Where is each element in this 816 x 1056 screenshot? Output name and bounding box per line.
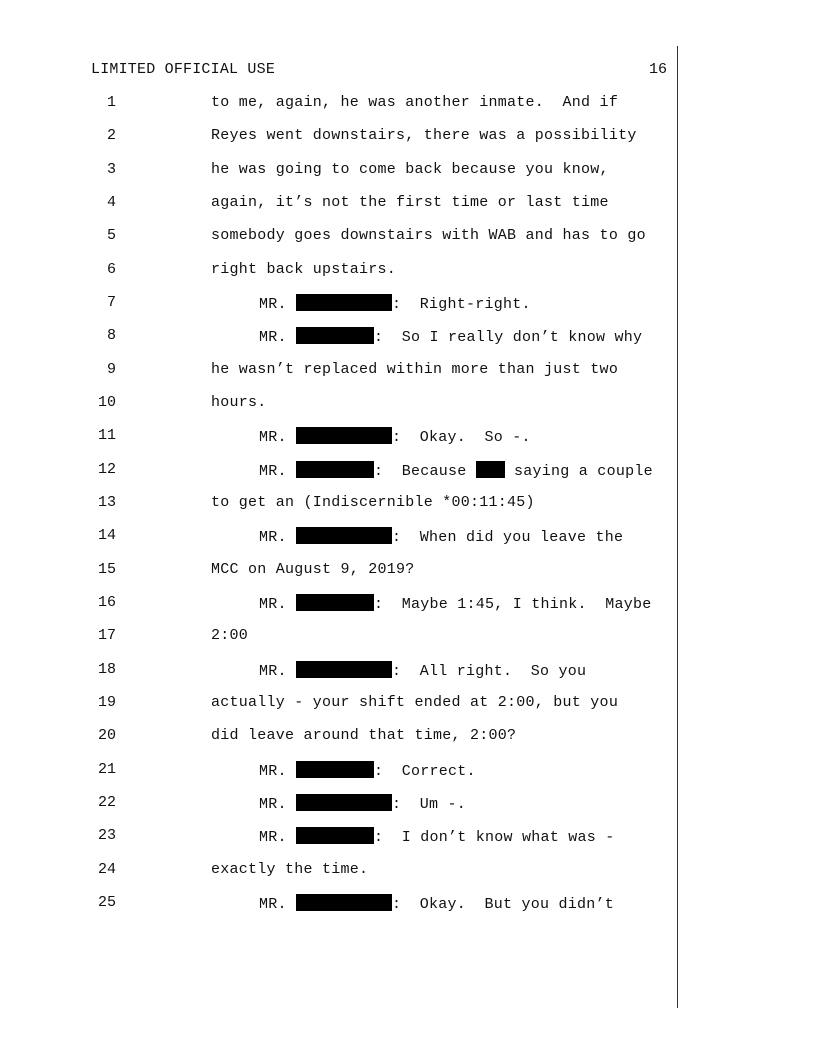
redaction-box bbox=[296, 327, 374, 344]
line-text bbox=[211, 394, 267, 411]
text-segment: MR. bbox=[259, 296, 297, 313]
text-segment: again, it’s not the first time or last time bbox=[211, 194, 609, 211]
line-number: 24 bbox=[97, 860, 116, 878]
transcript-line bbox=[0, 527, 700, 547]
line-number: 3 bbox=[106, 160, 116, 178]
line-number: 18 bbox=[97, 660, 116, 678]
text-segment: MCC on August 9, 2019? bbox=[211, 560, 415, 578]
line-number: 10 bbox=[97, 394, 116, 411]
transcript-line bbox=[0, 727, 700, 747]
redaction-box bbox=[296, 427, 392, 444]
text-segment: to me, again, he was another inmate. And if bbox=[211, 94, 619, 111]
transcript-line bbox=[0, 594, 700, 614]
line-text bbox=[211, 94, 618, 111]
line-number: 2 bbox=[106, 127, 116, 145]
transcript-line bbox=[0, 194, 700, 214]
text-segment: MR. bbox=[259, 596, 297, 613]
line-text bbox=[211, 261, 396, 278]
transcript-line bbox=[0, 561, 700, 581]
line-text bbox=[211, 194, 609, 211]
text-segment: : Right-right. bbox=[392, 296, 531, 313]
transcript-line bbox=[0, 494, 700, 514]
line-number: 25 bbox=[97, 893, 116, 911]
line-text bbox=[211, 127, 637, 144]
line-text bbox=[211, 727, 516, 744]
line-number: 17 bbox=[97, 627, 116, 645]
text-segment: : So I really don’t know why bbox=[374, 329, 643, 347]
line-text bbox=[211, 161, 609, 178]
transcript-line bbox=[0, 94, 700, 114]
line-text bbox=[211, 494, 535, 511]
text-segment: : All right. So you bbox=[392, 662, 587, 680]
line-number: 7 bbox=[106, 294, 116, 311]
transcript-line bbox=[0, 294, 700, 314]
text-segment: : Maybe 1:45, I think. Maybe bbox=[374, 596, 652, 613]
transcript-line bbox=[0, 661, 700, 681]
line-number: 6 bbox=[106, 260, 116, 278]
line-number: 12 bbox=[97, 460, 116, 478]
text-segment: MR. bbox=[259, 462, 297, 480]
text-segment: MR. bbox=[259, 529, 297, 547]
text-segment: MR. bbox=[259, 795, 297, 813]
line-number: 11 bbox=[97, 427, 116, 445]
text-segment: right back upstairs. bbox=[211, 260, 397, 278]
redaction-box bbox=[296, 461, 374, 478]
text-segment: actually - your shift ended at 2:00, but you bbox=[211, 693, 619, 711]
line-text bbox=[211, 227, 646, 244]
text-segment: did leave around that time, 2:00? bbox=[211, 727, 517, 745]
transcript-line bbox=[0, 261, 700, 281]
line-text bbox=[259, 827, 615, 846]
text-segment: : Correct. bbox=[374, 762, 476, 780]
transcript-line bbox=[0, 861, 700, 881]
text-segment: 2:00 bbox=[211, 627, 249, 645]
transcript-line bbox=[0, 627, 700, 647]
line-number: 9 bbox=[106, 360, 116, 378]
transcript-line bbox=[0, 161, 700, 181]
line-text bbox=[259, 327, 642, 346]
transcript-line bbox=[0, 461, 700, 481]
line-text bbox=[259, 527, 623, 546]
line-text bbox=[259, 294, 531, 313]
redaction-box bbox=[296, 894, 392, 911]
text-segment: MR. bbox=[259, 429, 297, 447]
text-segment: : Because bbox=[374, 462, 476, 480]
text-segment: MR. bbox=[259, 895, 297, 913]
line-number: 14 bbox=[97, 527, 116, 545]
redaction-box bbox=[296, 761, 374, 778]
line-text bbox=[211, 361, 618, 378]
line-number: 20 bbox=[97, 727, 116, 745]
line-number: 21 bbox=[97, 760, 116, 778]
text-segment: he was going to come back because you know, bbox=[211, 160, 609, 178]
text-segment: to get an (Indiscernible *00:11:45) bbox=[211, 494, 535, 511]
transcript-line bbox=[0, 694, 700, 714]
line-text bbox=[259, 761, 476, 780]
redaction-box bbox=[296, 527, 392, 544]
redaction-box bbox=[296, 294, 392, 311]
text-segment: Reyes went downstairs, there was a possibility bbox=[211, 127, 637, 145]
transcript-line bbox=[0, 894, 700, 914]
line-number: 13 bbox=[97, 494, 116, 511]
transcript-line bbox=[0, 227, 700, 247]
line-number: 5 bbox=[106, 227, 116, 245]
line-text bbox=[259, 794, 466, 813]
line-text bbox=[259, 461, 653, 480]
line-number: 1 bbox=[106, 94, 116, 111]
line-text bbox=[211, 627, 248, 644]
line-text bbox=[259, 894, 614, 913]
text-segment: somebody goes downstairs with WAB and has to go bbox=[211, 227, 646, 245]
classification-header: LIMITED OFFICIAL USE bbox=[91, 61, 276, 78]
redaction-box bbox=[296, 594, 374, 611]
line-number: 23 bbox=[97, 827, 116, 845]
text-segment: : Um -. bbox=[392, 795, 467, 813]
transcript-line bbox=[0, 327, 700, 347]
transcript-line bbox=[0, 394, 700, 414]
line-number: 8 bbox=[106, 327, 116, 345]
text-segment: MR. bbox=[259, 662, 297, 680]
line-text bbox=[211, 561, 415, 578]
line-text bbox=[259, 661, 586, 680]
transcript-line bbox=[0, 827, 700, 847]
text-segment: : When did you leave the bbox=[392, 529, 624, 547]
text-segment: exactly the time. bbox=[211, 860, 369, 878]
transcript-line bbox=[0, 361, 700, 381]
text-segment: : I don’t know what was - bbox=[374, 829, 615, 847]
redaction-box bbox=[296, 794, 392, 811]
transcript-line bbox=[0, 761, 700, 781]
transcript-line bbox=[0, 427, 700, 447]
line-number: 22 bbox=[97, 793, 116, 811]
line-text bbox=[259, 427, 531, 446]
redaction-box bbox=[476, 461, 505, 478]
text-segment: : Okay. But you didn’t bbox=[392, 895, 615, 913]
text-segment: : Okay. So -. bbox=[392, 429, 531, 447]
line-number: 15 bbox=[97, 560, 116, 578]
text-segment: he wasn’t replaced within more than just two bbox=[211, 360, 619, 378]
text-segment: saying a couple bbox=[504, 462, 653, 480]
redaction-box bbox=[296, 827, 374, 844]
text-segment: MR. bbox=[259, 329, 297, 347]
line-text bbox=[259, 594, 652, 613]
line-number: 19 bbox=[97, 693, 116, 711]
line-text bbox=[211, 694, 618, 711]
line-text bbox=[211, 861, 368, 878]
redaction-box bbox=[296, 661, 392, 678]
text-segment: MR. bbox=[259, 762, 297, 780]
transcript-line bbox=[0, 794, 700, 814]
text-segment: hours. bbox=[211, 394, 267, 411]
line-number: 16 bbox=[97, 594, 116, 611]
text-segment: MR. bbox=[259, 829, 297, 847]
transcript-line bbox=[0, 127, 700, 147]
page-number: 16 bbox=[648, 61, 667, 78]
line-number: 4 bbox=[106, 194, 116, 211]
